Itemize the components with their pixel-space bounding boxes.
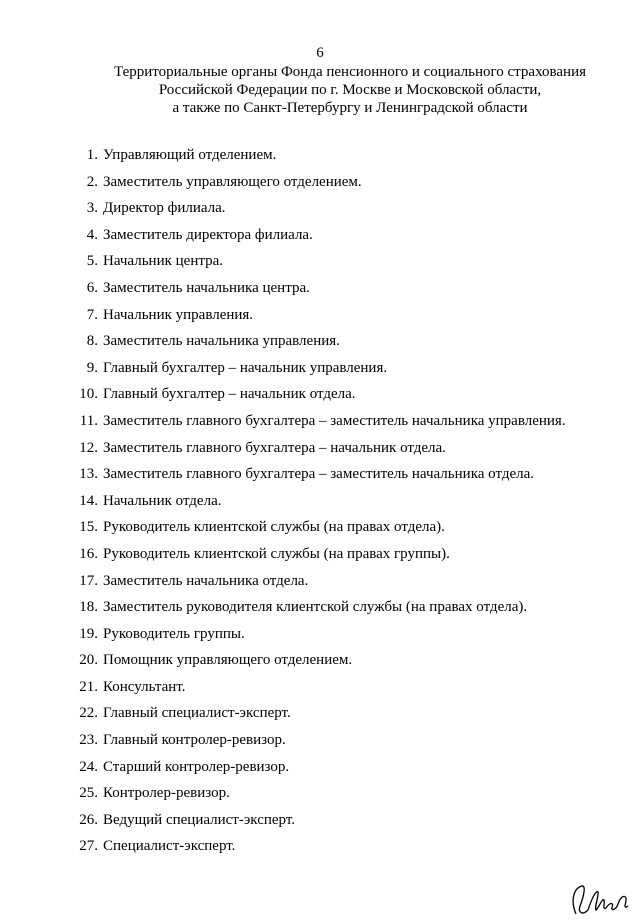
list-item-number: 11. <box>79 412 98 429</box>
list-item-number: 14. <box>79 492 98 509</box>
list-item-text: Начальник управления. <box>103 306 254 323</box>
list-item-text: Начальник отдела. <box>103 492 222 509</box>
list-item-number: 4. <box>86 226 98 243</box>
list-item <box>0 678 640 705</box>
list-item-text: Главный бухгалтер – начальник управления. <box>103 359 388 376</box>
list-item-text: Старший контролер-ревизор. <box>103 758 290 775</box>
list-item <box>0 359 640 386</box>
list-item <box>0 412 640 439</box>
list-item-number: 13. <box>79 466 98 483</box>
list-item-text: Руководитель клиентской службы (на правах отдела). <box>103 519 445 536</box>
list-item <box>0 625 640 652</box>
list-item <box>0 306 640 333</box>
list-item-number: 16. <box>79 545 98 562</box>
list-item-number: 6. <box>86 279 98 296</box>
list-item-text: Заместитель главного бухгалтера – заместитель начальника управления. <box>103 412 566 429</box>
handwritten-signature <box>568 880 638 920</box>
list-item-text: Заместитель начальника управления. <box>103 333 340 350</box>
heading-line-2: Российской Федерации по г. Москве и Московской области, <box>158 82 542 98</box>
list-item <box>0 279 640 306</box>
list-item-number: 22. <box>79 705 98 722</box>
list-item <box>0 598 640 625</box>
list-item <box>0 199 640 226</box>
list-item <box>0 332 640 359</box>
page-number: 6 <box>316 45 324 61</box>
list-item-text: Заместитель главного бухгалтера – заместитель начальника отдела. <box>103 466 535 483</box>
list-item <box>0 758 640 785</box>
list-item-number: 19. <box>79 625 98 642</box>
list-item-text: Специалист-эксперт. <box>103 838 236 855</box>
list-item-number: 23. <box>79 732 98 749</box>
list-item-text: Начальник центра. <box>103 253 223 270</box>
list-item-text: Главный бухгалтер – начальник отдела. <box>103 386 356 403</box>
list-item-number: 12. <box>79 439 98 456</box>
list-item-text: Консультант. <box>103 678 186 695</box>
list-item-number: 17. <box>79 572 98 589</box>
list-item-number: 15. <box>79 519 98 536</box>
list-item <box>0 465 640 492</box>
list-item <box>0 492 640 519</box>
list-item <box>0 173 640 200</box>
list-item-number: 7. <box>86 306 98 323</box>
document-heading <box>60 63 640 117</box>
list-item <box>0 731 640 758</box>
position-list <box>0 146 640 864</box>
list-item-number: 5. <box>86 253 98 270</box>
list-item <box>0 252 640 279</box>
list-item-number: 20. <box>79 652 98 669</box>
list-item <box>0 439 640 466</box>
list-item <box>0 837 640 864</box>
list-item <box>0 385 640 412</box>
list-item-text: Заместитель управляющего отделением. <box>103 173 362 190</box>
list-item <box>0 146 640 173</box>
list-item-text: Руководитель клиентской службы (на правах группы). <box>103 545 450 562</box>
list-item-number: 3. <box>86 200 98 217</box>
list-item-text: Руководитель группы. <box>103 625 245 642</box>
list-item <box>0 572 640 599</box>
list-item <box>0 518 640 545</box>
list-item-number: 1. <box>86 147 98 163</box>
list-item <box>0 545 640 572</box>
list-item-number: 26. <box>79 811 98 828</box>
list-item-text: Главный контролер-ревизор. <box>103 732 286 749</box>
list-item <box>0 226 640 253</box>
list-item-number: 25. <box>79 785 98 802</box>
list-item-number: 2. <box>86 173 98 190</box>
heading-line-3: а также по Санкт-Петербургу и Ленинградской области <box>172 100 528 116</box>
list-item-number: 8. <box>86 333 98 350</box>
list-item-text: Помощник управляющего отделением. <box>103 652 353 669</box>
heading-line-1: Территориальные органы Фонда пенсионного и социального страхования <box>114 64 586 80</box>
list-item-text: Заместитель начальника центра. <box>103 279 310 296</box>
list-item-number: 9. <box>86 359 98 376</box>
list-item-text: Ведущий специалист-эксперт. <box>103 811 296 828</box>
list-item <box>0 704 640 731</box>
list-item-text: Контролер-ревизор. <box>103 785 230 802</box>
list-item-text: Главный специалист-эксперт. <box>103 705 291 722</box>
list-item-text: Заместитель руководителя клиентской службы (на правах отдела). <box>103 599 528 616</box>
list-item <box>0 651 640 678</box>
list-item-text: Директор филиала. <box>103 200 226 217</box>
list-item-text: Управляющий отделением. <box>103 147 277 163</box>
list-item-text: Заместитель главного бухгалтера – начальник отдела. <box>103 439 446 456</box>
list-item-number: 24. <box>79 758 98 775</box>
list-item-number: 10. <box>79 386 98 403</box>
list-item-text: Заместитель директора филиала. <box>103 226 313 243</box>
list-item-number: 27. <box>79 838 98 855</box>
list-item <box>0 811 640 838</box>
list-item-number: 21. <box>79 678 98 695</box>
list-item <box>0 784 640 811</box>
list-item-text: Заместитель начальника отдела. <box>103 572 309 589</box>
list-item-number: 18. <box>79 599 98 616</box>
